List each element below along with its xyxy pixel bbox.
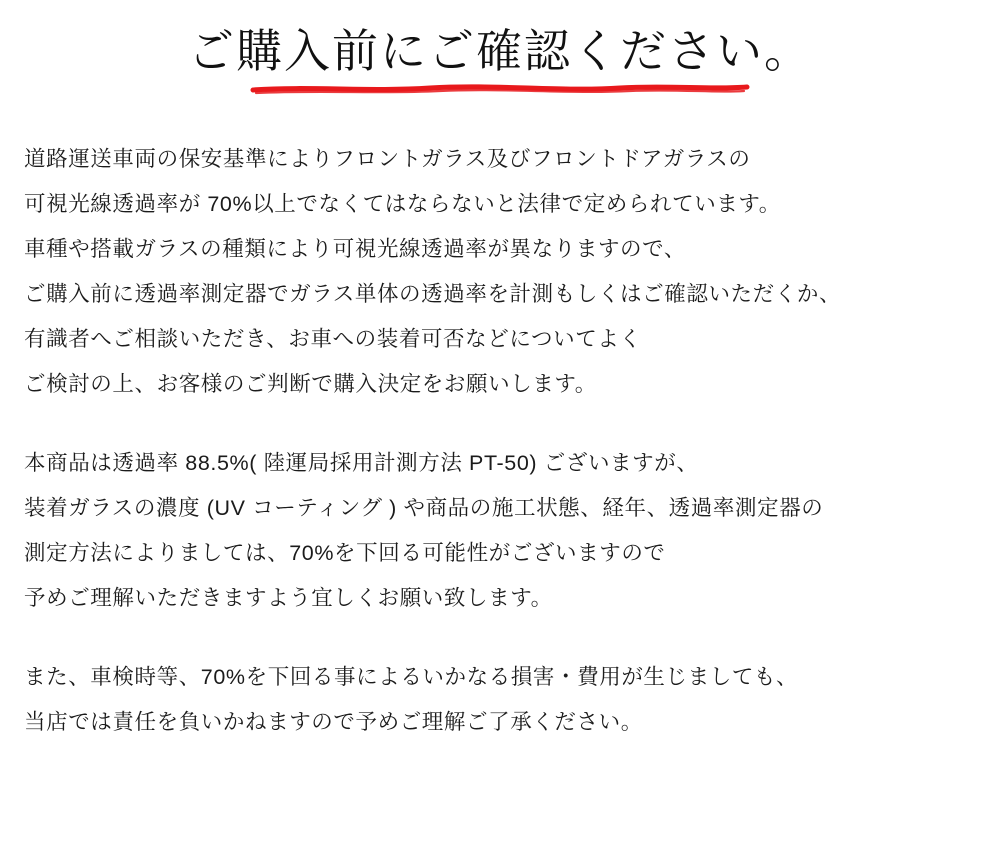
text-line: 道路運送車両の保安基準によりフロントガラス及びフロントドアガラスの [24, 147, 751, 172]
paragraph-liability-disclaimer [24, 655, 980, 745]
text-line: ご購入前に透過率測定器でガラス単体の透過率を計測もしくはご確認いただくか、 [24, 282, 842, 307]
text-line: 車種や搭載ガラスの種類により可視光線透過率が異なりますので、 [24, 237, 686, 262]
text-line: 本商品は透過率 88.5%( 陸運局採用計測方法 PT-50) ございますが、 [24, 451, 699, 476]
title-block [0, 0, 1000, 79]
text-line: 装着ガラスの濃度 (UV コーティング ) や商品の施工状態、経年、透過率測定器の [24, 496, 824, 521]
text-line: 可視光線透過率が 70%以上でなくてはならないと法律で定められています。 [24, 192, 781, 217]
text-line: 予めご理解いただきますよう宜しくお願い致します。 [24, 586, 553, 611]
title-underline-stroke [250, 82, 750, 96]
paragraph-product-spec [24, 441, 980, 621]
text-line: ご検討の上、お客様のご判断で購入決定をお願いします。 [24, 372, 597, 397]
body-text [0, 137, 1000, 745]
text-line: また、車検時等、70%を下回る事によるいかなる損害・費用が生じましても、 [24, 665, 799, 690]
text-line: 測定方法によりましては、70%を下回る可能性がございますので [24, 541, 666, 566]
text-line: 当店では責任を負いかねますので予めご理解ご了承ください。 [24, 710, 643, 735]
page-title: ご購入前にご確認ください。 [188, 25, 812, 77]
paragraph-legal-notice [24, 137, 980, 407]
text-line: 有識者へご相談いただき、お車への装着可否などについてよく [24, 327, 642, 352]
